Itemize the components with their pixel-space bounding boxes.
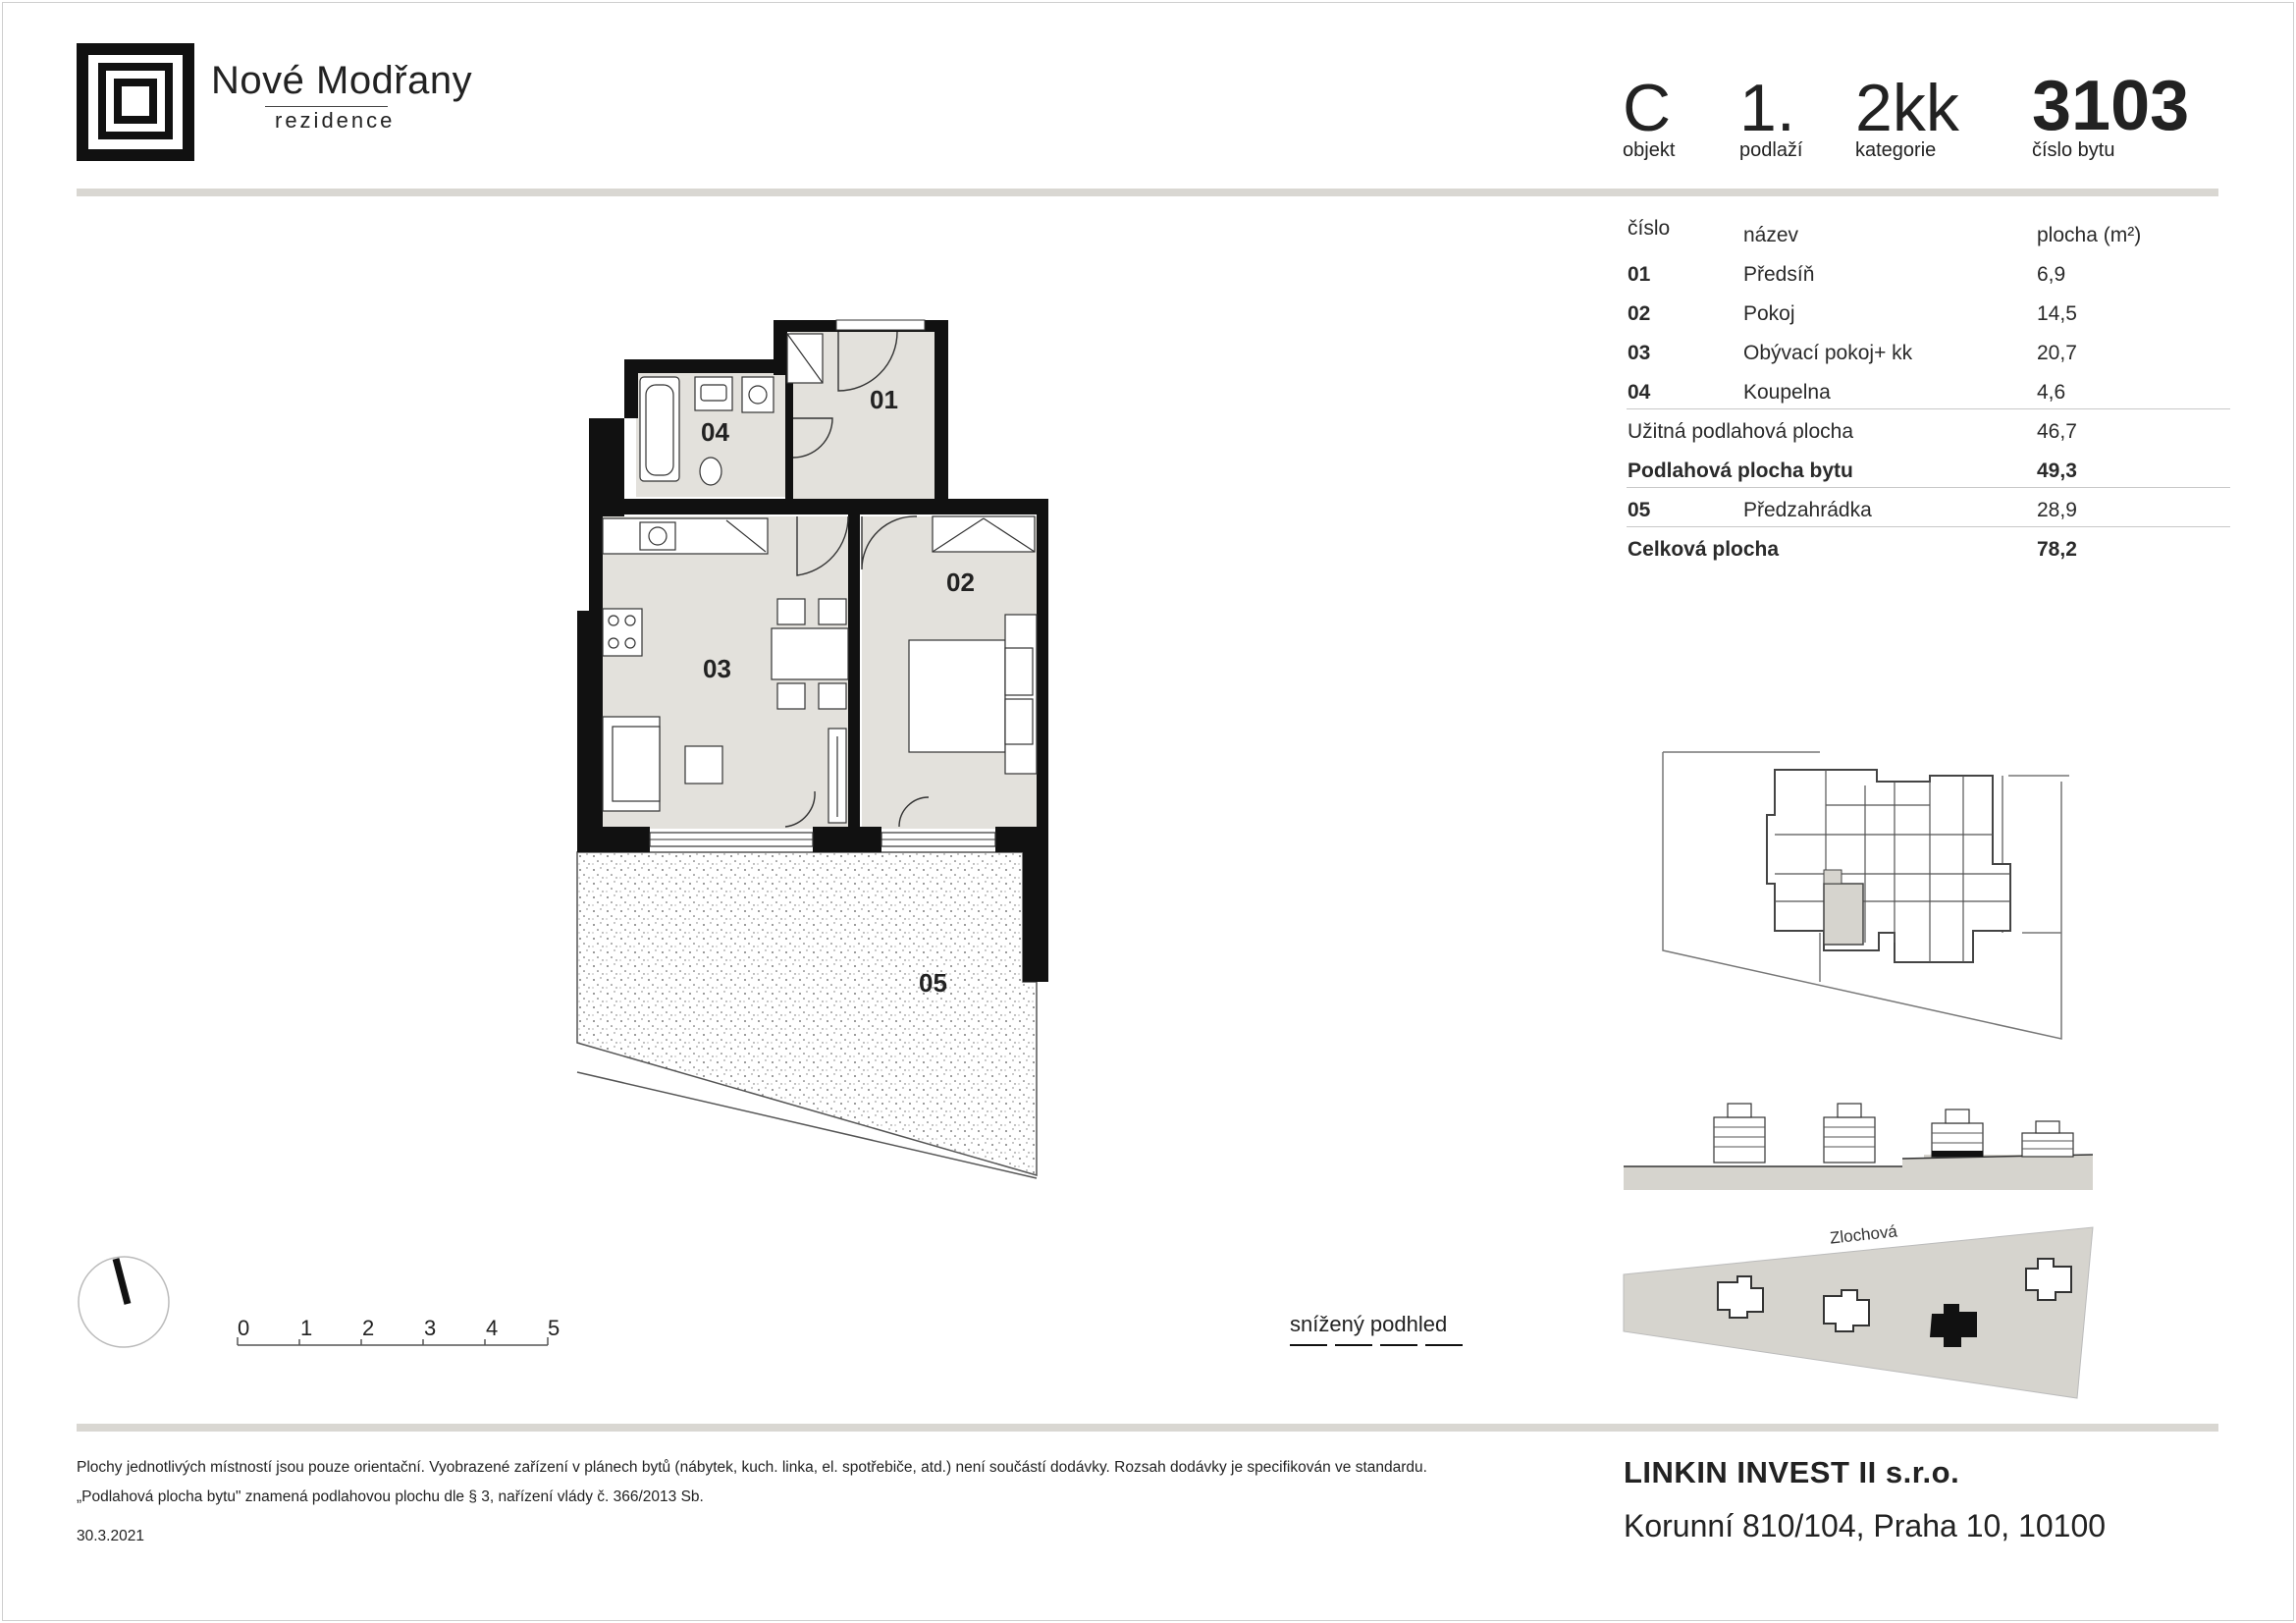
room-number: 03 xyxy=(1628,342,1651,364)
total-value: 78,2 xyxy=(2037,538,2077,561)
garden-name: Předzahrádka xyxy=(1743,499,1872,521)
total-name: Celková plocha xyxy=(1628,538,1780,561)
scale-tick-label: 5 xyxy=(548,1316,561,1340)
company-name: LINKIN INVEST II s.r.o. xyxy=(1624,1455,1960,1489)
header-rule xyxy=(77,189,2218,196)
floor-plan xyxy=(550,295,1080,1198)
room-area: 6,9 xyxy=(2037,263,2066,286)
company-address: Korunní 810/104, Praha 10, 10100 xyxy=(1624,1508,2107,1543)
scale-tick-label: 3 xyxy=(424,1316,437,1340)
table-divider xyxy=(1627,487,2230,488)
disclaimer-line-2: „Podlahová plocha bytu" znamená podlahovou plochu dle § 3, nařízení vlády č. 366/2013 Sb. xyxy=(77,1488,704,1505)
table-divider xyxy=(1627,526,2230,527)
col-number-header: číslo xyxy=(1628,217,1671,240)
usable-area-value: 46,7 xyxy=(2037,420,2077,443)
lowered-ceiling-legend: snížený podhled xyxy=(1290,1312,1448,1336)
north-arrow-icon xyxy=(77,1255,175,1353)
table-row xyxy=(1627,334,2230,373)
room-number: 04 xyxy=(1628,381,1651,404)
room-number: 02 xyxy=(1628,302,1651,325)
garden-area-fill xyxy=(577,852,1037,1175)
brand-name: Nové Modřany xyxy=(211,59,473,102)
logo-mark xyxy=(77,43,194,161)
table-divider xyxy=(1627,408,2230,409)
object-label: objekt xyxy=(1623,139,1676,161)
document-date: 30.3.2021 xyxy=(77,1528,144,1544)
usable-area-row xyxy=(1627,412,2230,452)
floor-area-value: 49,3 xyxy=(2037,460,2077,482)
scale-tick-label: 1 xyxy=(300,1316,313,1340)
garden-number: 05 xyxy=(1628,499,1651,521)
room-label-02: 02 xyxy=(946,568,975,597)
scale-tick-label: 0 xyxy=(238,1316,250,1340)
object-value: C xyxy=(1623,71,1672,145)
room-label-01: 01 xyxy=(870,385,898,414)
site-map xyxy=(1620,1217,2101,1414)
garden-area: 28,9 xyxy=(2037,499,2077,521)
scale-tick-label: 2 xyxy=(362,1316,375,1340)
room-name: Pokoj xyxy=(1743,302,1795,325)
garden-row xyxy=(1627,491,2230,530)
room-area: 20,7 xyxy=(2037,342,2077,364)
room-name: Koupelna xyxy=(1743,381,1831,404)
key-plan xyxy=(1659,746,2081,1051)
room-label-04: 04 xyxy=(701,417,729,447)
unit-number: 3103 xyxy=(2032,67,2190,145)
lowered-ceiling-line-icon xyxy=(1290,1341,1463,1349)
brand-subtitle: rezidence xyxy=(275,108,396,133)
room-table xyxy=(1627,216,2230,569)
col-name-header: název xyxy=(1743,224,1799,246)
entry-door-frame xyxy=(836,320,925,330)
table-row xyxy=(1627,373,2230,412)
col-area-header: plocha (m²) xyxy=(2037,224,2142,246)
street-label: Zlochová xyxy=(1829,1221,1898,1248)
room-label-05: 05 xyxy=(919,968,947,998)
table-header-row xyxy=(1627,216,2230,255)
floor-area-row xyxy=(1627,452,2230,491)
room-name: Předsíň xyxy=(1743,263,1815,286)
usable-area-name: Užitná podlahová plocha xyxy=(1628,420,1853,443)
scale-tick-label: 4 xyxy=(486,1316,499,1340)
disclaimer-line-1: Plochy jednotlivých místností jsou pouze orientační. Vyobrazené zařízení v plánech bytů (nábytek, kuch. linka, el. spotřebiče, atd.) není součástí dodávky. Rozsah dodávky je specifikován ve standardu. xyxy=(77,1459,1427,1476)
brand-divider xyxy=(265,106,388,107)
room-label-03: 03 xyxy=(703,654,731,683)
room-name: Obývací pokoj+ kk xyxy=(1743,342,1913,364)
room-area: 14,5 xyxy=(2037,302,2077,325)
room-area: 4,6 xyxy=(2037,381,2066,404)
unit-label: číslo bytu xyxy=(2032,139,2115,161)
scale-bar xyxy=(234,1320,558,1349)
category-label: kategorie xyxy=(1855,139,1937,161)
table-row xyxy=(1627,255,2230,295)
elevation-view xyxy=(1620,1092,2101,1200)
category-value: 2kk xyxy=(1855,71,1959,145)
floor-value: 1. xyxy=(1739,71,1795,145)
room-number: 01 xyxy=(1628,263,1651,286)
floor-label: podlaží xyxy=(1739,139,1803,161)
table-row xyxy=(1627,295,2230,334)
footer-rule xyxy=(77,1424,2218,1432)
floor-area-name: Podlahová plocha bytu xyxy=(1628,460,1853,482)
key-plan-highlight xyxy=(1824,884,1863,945)
total-row xyxy=(1627,530,2230,569)
